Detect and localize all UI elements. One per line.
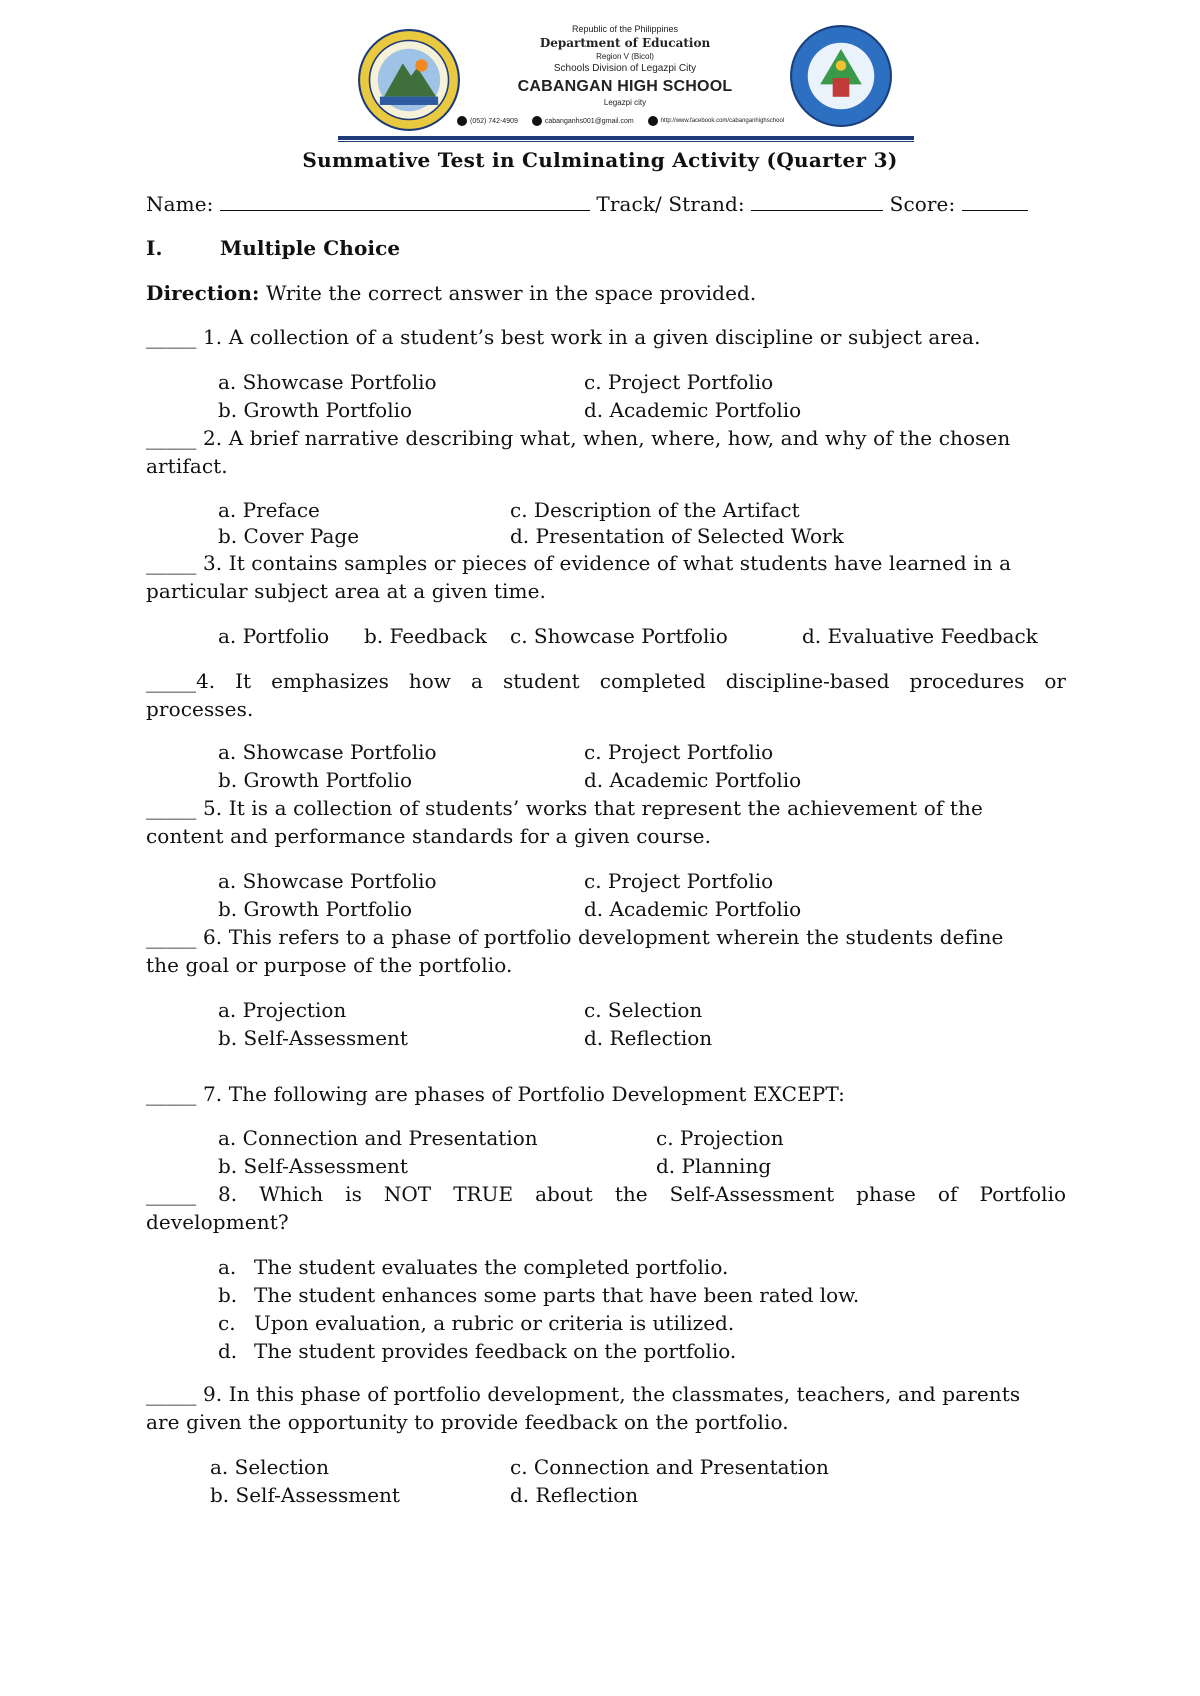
question-2 bbox=[146, 426, 1010, 450]
q4-option-d: d. Academic Portfolio bbox=[584, 768, 802, 792]
contact-row bbox=[457, 116, 797, 126]
name-field[interactable] bbox=[220, 192, 590, 211]
question-3-line2: particular subject area at a given time. bbox=[146, 579, 546, 603]
question-8-line2: development? bbox=[146, 1210, 289, 1234]
direction-text: Write the correct answer in the space provided. bbox=[259, 281, 757, 305]
q2-option-c: c. Description of the Artifact bbox=[510, 498, 800, 522]
q6-option-b: b. Self-Assessment bbox=[218, 1026, 408, 1050]
region-text: Region V (Bicol) bbox=[596, 52, 654, 61]
city-text: Legazpi city bbox=[603, 98, 647, 107]
q8-option-d-letter: d. bbox=[218, 1339, 238, 1363]
question-3-text: 3. It contains samples or pieces of evidence of what students have learned in a bbox=[196, 551, 1012, 575]
answer-blank-1[interactable]: _____ bbox=[146, 325, 197, 349]
q2-option-d: d. Presentation of Selected Work bbox=[510, 524, 844, 548]
answer-blank-5[interactable]: _____ bbox=[146, 796, 197, 820]
question-1 bbox=[146, 325, 981, 349]
phone-text: (052) 742-4909 bbox=[470, 117, 518, 125]
answer-blank-4[interactable]: _____ bbox=[146, 669, 196, 693]
answer-blank-7[interactable]: _____ bbox=[146, 1082, 197, 1106]
q8-option-a: The student evaluates the completed portfolio. bbox=[254, 1255, 729, 1279]
question-5-line2: content and performance standards for a given course. bbox=[146, 824, 712, 848]
phone-icon bbox=[457, 116, 467, 126]
q5-option-d: d. Academic Portfolio bbox=[584, 897, 802, 921]
answer-blank-9[interactable]: _____ bbox=[146, 1382, 197, 1406]
q7-option-d: d. Planning bbox=[656, 1154, 772, 1178]
facebook-icon bbox=[648, 116, 658, 126]
question-7-text: 7. The following are phases of Portfolio Development EXCEPT: bbox=[196, 1082, 845, 1106]
question-6 bbox=[146, 925, 1004, 949]
phone-contact bbox=[457, 116, 518, 126]
question-4-text: 4. It emphasizes how a student completed discipline-based procedures or bbox=[196, 669, 1066, 693]
question-6-line2: the goal or purpose of the portfolio. bbox=[146, 953, 513, 977]
q9-option-c: c. Connection and Presentation bbox=[510, 1455, 829, 1479]
q7-option-a: a. Connection and Presentation bbox=[218, 1126, 538, 1150]
q8-option-a-letter: a. bbox=[218, 1255, 237, 1279]
question-4-line2: processes. bbox=[146, 697, 254, 721]
q4-option-b: b. Growth Portfolio bbox=[218, 768, 413, 792]
question-2-line2: artifact. bbox=[146, 454, 228, 478]
score-field[interactable] bbox=[962, 192, 1028, 211]
q1-option-c: c. Project Portfolio bbox=[584, 370, 774, 394]
q6-option-c: c. Selection bbox=[584, 998, 703, 1022]
name-label: Name: bbox=[146, 192, 214, 216]
q3-option-b: b. Feedback bbox=[364, 624, 487, 648]
facebook-text: http://www.facebook.com/cabanganhighschool bbox=[660, 118, 785, 124]
answer-blank-2[interactable]: _____ bbox=[146, 426, 197, 450]
q6-option-d: d. Reflection bbox=[584, 1026, 713, 1050]
section-number: I. bbox=[146, 236, 163, 260]
q3-option-c: c. Showcase Portfolio bbox=[510, 624, 728, 648]
question-5-text: 5. It is a collection of students’ works that represent the achievement of the bbox=[196, 796, 983, 820]
email-text: cabanganhs001@gmail.com bbox=[544, 117, 634, 125]
question-8 bbox=[146, 1182, 1066, 1206]
department-text: Department of Education bbox=[539, 36, 711, 50]
header-rule bbox=[338, 136, 914, 140]
q1-option-a: a. Showcase Portfolio bbox=[218, 370, 437, 394]
q2-option-a: a. Preface bbox=[218, 498, 320, 522]
letterhead-text bbox=[470, 22, 780, 107]
answer-blank-6[interactable]: _____ bbox=[146, 925, 197, 949]
q8-option-d: The student provides feedback on the portfolio. bbox=[254, 1339, 737, 1363]
q3-option-a: a. Portfolio bbox=[218, 624, 330, 648]
facebook-contact bbox=[648, 116, 784, 126]
section-heading bbox=[146, 236, 401, 260]
q5-option-a: a. Showcase Portfolio bbox=[218, 869, 437, 893]
question-9-text: 9. In this phase of portfolio development, the classmates, teachers, and parents bbox=[196, 1382, 1021, 1406]
question-4 bbox=[146, 669, 1066, 693]
answer-blank-8[interactable]: _____ bbox=[146, 1182, 196, 1206]
answer-blank-3[interactable]: _____ bbox=[146, 551, 197, 575]
question-3 bbox=[146, 551, 1011, 575]
question-9 bbox=[146, 1382, 1020, 1406]
test-title: Summative Test in Culminating Activity (Quarter 3) bbox=[302, 148, 898, 172]
q7-option-c: c. Projection bbox=[656, 1126, 784, 1150]
q1-option-b: b. Growth Portfolio bbox=[218, 398, 413, 422]
q4-option-a: a. Showcase Portfolio bbox=[218, 740, 437, 764]
school-seal-icon bbox=[789, 24, 893, 128]
question-7 bbox=[146, 1082, 845, 1106]
letterhead bbox=[345, 22, 915, 142]
question-1-text: 1. A collection of a student’s best work in a given discipline or subject area. bbox=[196, 325, 981, 349]
section-title: Multiple Choice bbox=[220, 236, 401, 260]
q8-option-c: Upon evaluation, a rubric or criteria is utilized. bbox=[254, 1311, 735, 1335]
division-text: Schools Division of Legazpi City bbox=[553, 63, 697, 74]
q8-option-b: The student enhances some parts that have been rated low. bbox=[254, 1283, 860, 1307]
direction-line bbox=[146, 281, 756, 305]
q5-option-b: b. Growth Portfolio bbox=[218, 897, 413, 921]
header-rule-thin bbox=[338, 141, 914, 142]
q5-option-c: c. Project Portfolio bbox=[584, 869, 774, 893]
question-5 bbox=[146, 796, 983, 820]
track-label: Track/ Strand: bbox=[596, 192, 745, 216]
school-name: CABANGAN HIGH SCHOOL bbox=[517, 78, 733, 95]
q8-option-b-letter: b. bbox=[218, 1283, 238, 1307]
q9-option-b: b. Self-Assessment bbox=[210, 1483, 400, 1507]
email-icon bbox=[532, 116, 542, 126]
q1-option-d: d. Academic Portfolio bbox=[584, 398, 802, 422]
q7-option-b: b. Self-Assessment bbox=[218, 1154, 408, 1178]
deped-seal-icon bbox=[357, 28, 461, 132]
q8-option-c-letter: c. bbox=[218, 1311, 236, 1335]
q9-option-d: d. Reflection bbox=[510, 1483, 639, 1507]
q6-option-a: a. Projection bbox=[218, 998, 347, 1022]
question-2-text: 2. A brief narrative describing what, when, where, how, and why of the chosen bbox=[196, 426, 1011, 450]
q9-option-a: a. Selection bbox=[210, 1455, 329, 1479]
question-8-text: 8. Which is NOT TRUE about the Self-Assessment phase of Portfolio bbox=[196, 1182, 1066, 1206]
student-fields bbox=[146, 192, 1028, 216]
score-label: Score: bbox=[889, 192, 956, 216]
question-9-line2: are given the opportunity to provide feedback on the portfolio. bbox=[146, 1410, 789, 1434]
direction-label: Direction: bbox=[146, 281, 260, 305]
track-field[interactable] bbox=[751, 192, 883, 211]
q3-option-d: d. Evaluative Feedback bbox=[802, 624, 1038, 648]
q2-option-b: b. Cover Page bbox=[218, 524, 360, 548]
email-contact bbox=[532, 116, 634, 126]
q4-option-c: c. Project Portfolio bbox=[584, 740, 774, 764]
question-6-text: 6. This refers to a phase of portfolio development wherein the students define bbox=[196, 925, 1004, 949]
republic-text: Republic of the Philippines bbox=[571, 24, 679, 34]
